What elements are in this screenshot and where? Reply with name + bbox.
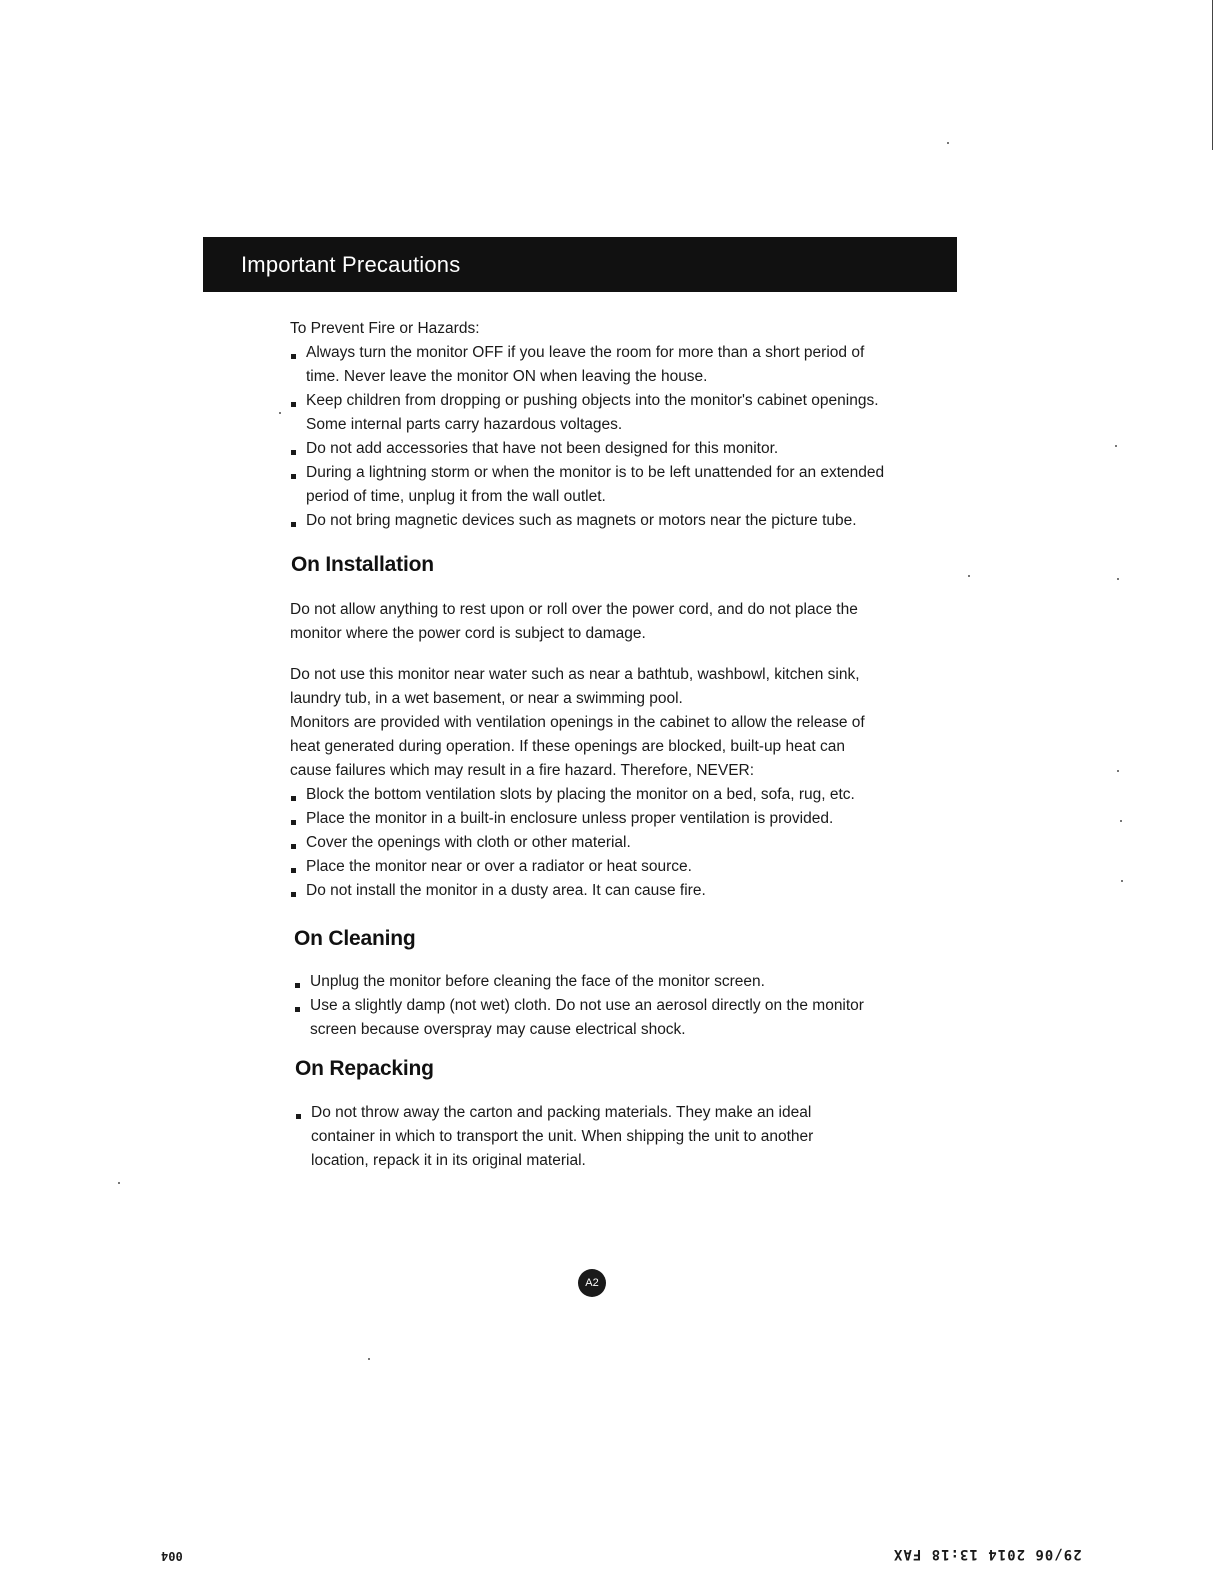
list-item: Keep children from dropping or pushing objects into the monitor's cabinet openings. Some internal parts carry hazardous voltages. — [290, 389, 890, 437]
repacking-heading: On Repacking — [295, 1057, 434, 1080]
list-item: Do not throw away the carton and packing materials. They make an ideal container in which to transport the unit. When shipping the unit to another location, repack it in its original material. — [295, 1101, 855, 1173]
page-title: Important Precautions — [241, 251, 461, 277]
cleaning-section — [294, 970, 894, 1042]
scan-speck — [947, 142, 949, 144]
list-item: Place the monitor near or over a radiator or heat source. — [290, 855, 890, 879]
list-item: Use a slightly damp (not wet) cloth. Do not use an aerosol directly on the monitor screen because overspray may cause electrical shock. — [294, 994, 894, 1042]
scan-speck — [1115, 445, 1117, 447]
fax-footer-left: 004 — [161, 1549, 183, 1563]
list-item: Do not add accessories that have not been designed for this monitor. — [290, 437, 890, 461]
page-number-badge — [578, 1269, 606, 1297]
list-item: Do not install the monitor in a dusty area. It can cause fire. — [290, 879, 890, 903]
list-item: Cover the openings with cloth or other material. — [290, 831, 890, 855]
fax-footer-right: 29/06 2014 13:18 FAX — [893, 1546, 1082, 1562]
list-item: Place the monitor in a built-in enclosure unless proper ventilation is provided. — [290, 807, 890, 831]
list-item: Do not bring magnetic devices such as magnets or motors near the picture tube. — [290, 509, 890, 533]
list-item: Always turn the monitor OFF if you leave the room for more than a short period of time. Never leave the monitor ON when leaving the house. — [290, 341, 890, 389]
scan-speck — [1117, 578, 1119, 580]
installation-never-list — [290, 783, 890, 903]
scan-speck — [968, 575, 970, 577]
repacking-list — [295, 1101, 855, 1173]
title-bar — [203, 237, 957, 292]
installation-text: Do not use this monitor near water such as near a bathtub, washbowl, kitchen sink, laundry tub, in a wet basement, or near a swimming pool. — [290, 666, 860, 707]
list-item: Block the bottom ventilation slots by placing the monitor on a bed, sofa, rug, etc. — [290, 783, 890, 807]
fire-hazards-list — [290, 341, 890, 533]
installation-para-2 — [290, 663, 890, 903]
installation-para-1 — [290, 598, 890, 646]
scan-speck — [1121, 880, 1123, 882]
list-item: During a lightning storm or when the monitor is to be left unattended for an extended period of time, unplug it from the wall outlet. — [290, 461, 890, 509]
scan-speck — [1120, 820, 1122, 822]
scan-edge-line — [1212, 0, 1213, 150]
cleaning-list — [294, 970, 894, 1042]
page-number: A2 — [585, 1277, 599, 1289]
scan-speck — [118, 1182, 120, 1184]
fire-hazards-section — [290, 317, 890, 533]
list-item: Unplug the monitor before cleaning the face of the monitor screen. — [294, 970, 894, 994]
repacking-section — [295, 1101, 855, 1173]
scan-speck — [1117, 770, 1119, 772]
installation-text: Do not allow anything to rest upon or roll over the power cord, and do not place the monitor where the power cord is subject to damage. — [290, 601, 858, 642]
installation-text: Monitors are provided with ventilation openings in the cabinet to allow the release of heat generated during operation. If these openings are blocked, built-up heat can cause failures which may result in a fire hazard. Therefore, NEVER: — [290, 714, 865, 779]
scan-speck — [279, 412, 281, 414]
cleaning-heading: On Cleaning — [294, 927, 416, 950]
fire-hazards-intro: To Prevent Fire or Hazards: — [290, 320, 480, 337]
scan-speck — [368, 1358, 370, 1360]
installation-heading: On Installation — [291, 553, 434, 576]
